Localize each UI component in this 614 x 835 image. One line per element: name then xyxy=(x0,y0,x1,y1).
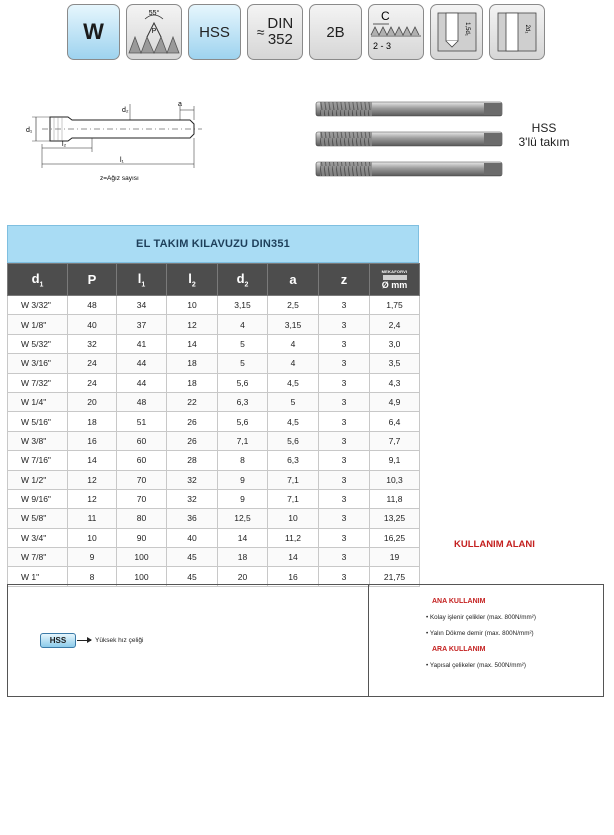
table-cell: 12 xyxy=(68,470,117,489)
table-cell: 8 xyxy=(68,567,117,586)
table-row xyxy=(8,296,420,315)
table-body xyxy=(8,296,420,587)
tap-set-illustration xyxy=(312,96,508,188)
d2-label: d₂ xyxy=(122,107,129,114)
thread-pitch-label: P xyxy=(151,28,157,35)
drill-header-top: MEKAFORVI xyxy=(381,268,408,274)
table-row xyxy=(8,373,420,392)
table-cell: 3,5 xyxy=(370,354,420,373)
table-cell: 100 xyxy=(117,567,167,586)
table-cell: 10 xyxy=(167,296,218,315)
whitworth-label: W xyxy=(83,19,104,44)
table-cell: 22 xyxy=(167,392,218,411)
blind-hole-depth: 1,5d₁ xyxy=(463,22,470,36)
table-cell: 6,4 xyxy=(370,412,420,431)
chamfer-range: 2 - 3 xyxy=(373,41,392,51)
tap-2 xyxy=(316,132,502,146)
table-cell: 90 xyxy=(117,528,167,547)
table-cell: 12,5 xyxy=(218,509,268,528)
table-cell: 36 xyxy=(167,509,218,528)
table-cell: 44 xyxy=(117,373,167,392)
table-cell: 5,6 xyxy=(268,431,319,450)
table-cell: 3 xyxy=(319,509,370,528)
table-cell: 3 xyxy=(319,528,370,547)
table-title: EL TAKIM KILAVUZU DIN351 xyxy=(7,225,419,263)
table-cell: 3 xyxy=(319,334,370,353)
table-cell: W 3/16" xyxy=(8,354,68,373)
col-a: a xyxy=(268,264,319,296)
table-cell: 14 xyxy=(268,548,319,567)
col-d1: $d_1$ xyxy=(8,264,68,296)
table-cell: 18 xyxy=(167,373,218,392)
col-z: z xyxy=(319,264,370,296)
hss-legend-text: Yüksek hız çeliği xyxy=(95,637,144,644)
table-header-row xyxy=(8,264,420,296)
approx-sign: ≈ xyxy=(256,24,265,40)
photo-caption xyxy=(504,122,584,150)
table-cell: W 1/4" xyxy=(8,392,68,411)
photo-caption-line1: HSS xyxy=(531,121,557,135)
tap-1 xyxy=(316,102,502,116)
table-cell: 9 xyxy=(68,548,117,567)
table-cell: 20 xyxy=(68,392,117,411)
table-cell: 16 xyxy=(68,431,117,450)
table-cell: W 3/4" xyxy=(8,528,68,547)
table-cell: W 7/32" xyxy=(8,373,68,392)
table-cell: 28 xyxy=(167,451,218,470)
table-cell: 10 xyxy=(68,528,117,547)
table-cell: W 1/8" xyxy=(8,315,68,334)
table-cell: 24 xyxy=(68,354,117,373)
table-cell: 45 xyxy=(167,567,218,586)
table-cell: 41 xyxy=(117,334,167,353)
table-row xyxy=(8,489,420,508)
table-cell: 10,3 xyxy=(370,470,420,489)
table-cell: 20 xyxy=(218,567,268,586)
hss-material-icon xyxy=(188,4,241,60)
table-cell: W 7/8" xyxy=(8,548,68,567)
col-drill xyxy=(370,264,420,296)
table-cell: 48 xyxy=(117,392,167,411)
a-label: a xyxy=(178,101,182,108)
table-cell: 5,6 xyxy=(218,412,268,431)
main-usage-item: • Yalın Dökme demir (max. 800N/mm²) xyxy=(426,630,602,637)
table-cell: 4 xyxy=(218,315,268,334)
table-row xyxy=(8,412,420,431)
table-cell: W 3/8" xyxy=(8,431,68,450)
table-cell: 18 xyxy=(68,412,117,431)
table-cell: 3,0 xyxy=(370,334,420,353)
table-cell: 60 xyxy=(117,431,167,450)
table-cell: 8 xyxy=(218,451,268,470)
table-cell: 51 xyxy=(117,412,167,431)
table-cell: 7,1 xyxy=(268,489,319,508)
table-row xyxy=(8,334,420,353)
l1-label: l₁ xyxy=(120,157,124,164)
table-cell: 7,1 xyxy=(218,431,268,450)
col-d2: $d_2$ xyxy=(218,264,268,296)
table-cell: 18 xyxy=(218,548,268,567)
table-cell: 7,1 xyxy=(268,470,319,489)
table-cell: 6,3 xyxy=(268,451,319,470)
table-cell: 32 xyxy=(68,334,117,353)
table-cell: 16 xyxy=(268,567,319,586)
din-standard-icon xyxy=(247,4,303,60)
table-cell: 60 xyxy=(117,451,167,470)
secondary-usage-heading: ARA KULLANIM xyxy=(432,646,486,653)
arrow-right-icon xyxy=(77,640,91,641)
table-cell: 9,1 xyxy=(370,451,420,470)
spec-table xyxy=(7,225,419,587)
drill-bit-icon xyxy=(383,275,407,280)
whitworth-icon xyxy=(67,4,120,60)
table-cell: 26 xyxy=(167,431,218,450)
table-cell: 16,25 xyxy=(370,528,420,547)
secondary-usage-item: • Yapısal çelikeler (max. 500N/mm²) xyxy=(426,662,602,669)
table-cell: 3 xyxy=(319,431,370,450)
table-cell: 3 xyxy=(319,373,370,392)
table-cell: 4,5 xyxy=(268,373,319,392)
table-cell: 2,4 xyxy=(370,315,420,334)
through-hole-depth: 2d₁ xyxy=(524,24,530,34)
table-cell: W 3/32" xyxy=(8,296,68,315)
table-row xyxy=(8,509,420,528)
table-cell: 37 xyxy=(117,315,167,334)
table-cell: 3 xyxy=(319,412,370,431)
table-cell: 11 xyxy=(68,509,117,528)
teeth-count-caption: z=Ağız sayısı xyxy=(100,175,139,182)
chamfer-letter: C xyxy=(381,9,390,23)
table-cell: 6,3 xyxy=(218,392,268,411)
table-cell: 14 xyxy=(218,528,268,547)
table-cell: W 1/2" xyxy=(8,470,68,489)
table-cell: 2,5 xyxy=(268,296,319,315)
table-cell: 3 xyxy=(319,354,370,373)
table-cell: 9 xyxy=(218,489,268,508)
table-cell: 70 xyxy=(117,470,167,489)
blind-hole-icon xyxy=(430,4,483,60)
table-row xyxy=(8,354,420,373)
table-cell: 48 xyxy=(68,296,117,315)
tolerance-label: 2B xyxy=(326,23,345,41)
table-row xyxy=(8,528,420,547)
table-cell: 10 xyxy=(268,509,319,528)
table-cell: 3 xyxy=(319,315,370,334)
table-cell: W 9/16" xyxy=(8,489,68,508)
table-cell: 40 xyxy=(68,315,117,334)
through-hole-icon xyxy=(489,4,545,60)
table-cell: 1,75 xyxy=(370,296,420,315)
table-cell: 40 xyxy=(167,528,218,547)
usage-list xyxy=(426,598,602,678)
table-cell: 21,75 xyxy=(370,567,420,586)
table-cell: 32 xyxy=(167,470,218,489)
table-cell: 11,8 xyxy=(370,489,420,508)
drill-header-mm: Ø mm xyxy=(381,279,408,290)
table-cell: 4 xyxy=(268,354,319,373)
chamfer-icon xyxy=(368,4,424,60)
table-cell: 3 xyxy=(319,548,370,567)
table-cell: 3 xyxy=(319,567,370,586)
din-label: DIN xyxy=(267,15,294,33)
table-cell: 19 xyxy=(370,548,420,567)
table-cell: 80 xyxy=(117,509,167,528)
usage-title: KULLANIM ALANI xyxy=(454,539,535,550)
tolerance-icon xyxy=(309,4,362,60)
table-cell: 34 xyxy=(117,296,167,315)
thread-profile-icon xyxy=(126,4,182,60)
table-cell: W 5/16" xyxy=(8,412,68,431)
hss-legend xyxy=(40,633,143,648)
table-cell: 14 xyxy=(68,451,117,470)
feature-icon-strip xyxy=(67,4,547,60)
table-cell: 3 xyxy=(319,489,370,508)
tap-3 xyxy=(316,162,502,176)
bottom-divider xyxy=(368,584,369,697)
table-row xyxy=(8,470,420,489)
table-row xyxy=(8,315,420,334)
table-row xyxy=(8,451,420,470)
table-cell: 9 xyxy=(218,470,268,489)
table-cell: 3 xyxy=(319,392,370,411)
col-p: P xyxy=(68,264,117,296)
table-cell: 44 xyxy=(117,354,167,373)
table-cell: 45 xyxy=(167,548,218,567)
table-cell: 5 xyxy=(218,354,268,373)
table-cell: 13,25 xyxy=(370,509,420,528)
table-cell: 7,7 xyxy=(370,431,420,450)
table-cell: 5 xyxy=(268,392,319,411)
table-cell: 11,2 xyxy=(268,528,319,547)
l2-label: l₂ xyxy=(62,141,67,148)
table-cell: 18 xyxy=(167,354,218,373)
table-cell: 4,5 xyxy=(268,412,319,431)
table-cell: 3 xyxy=(319,470,370,489)
table-cell: 3,15 xyxy=(218,296,268,315)
table-cell: 3,15 xyxy=(268,315,319,334)
d1-label: d₁ xyxy=(26,127,33,134)
table-row xyxy=(8,431,420,450)
table-cell: 4,9 xyxy=(370,392,420,411)
tap-technical-drawing xyxy=(20,90,210,185)
hss-label: HSS xyxy=(199,23,230,41)
table-cell: 14 xyxy=(167,334,218,353)
table-cell: 4 xyxy=(268,334,319,353)
din-number: 352 xyxy=(267,31,293,48)
table-row xyxy=(8,392,420,411)
table-cell: 4,3 xyxy=(370,373,420,392)
table-cell: 100 xyxy=(117,548,167,567)
hss-chip: HSS xyxy=(40,633,76,648)
table-cell: 24 xyxy=(68,373,117,392)
table-cell: W 7/16" xyxy=(8,451,68,470)
table-cell: W 1" xyxy=(8,567,68,586)
table-cell: 3 xyxy=(319,296,370,315)
table-cell: 32 xyxy=(167,489,218,508)
table-cell: W 5/32" xyxy=(8,334,68,353)
col-l1: $l_1$ xyxy=(117,264,167,296)
thread-angle-label: 55° xyxy=(148,10,160,17)
table-cell: 5 xyxy=(218,334,268,353)
table-cell: 70 xyxy=(117,489,167,508)
table-cell: 26 xyxy=(167,412,218,431)
col-l2: $l_2$ xyxy=(167,264,218,296)
main-usage-heading: ANA KULLANIM xyxy=(432,598,486,605)
table-cell: 12 xyxy=(167,315,218,334)
table-cell: 12 xyxy=(68,489,117,508)
table-cell: 5,6 xyxy=(218,373,268,392)
table-cell: 3 xyxy=(319,451,370,470)
photo-caption-line2: 3'lü takım xyxy=(518,134,570,149)
table-cell: W 5/8" xyxy=(8,509,68,528)
main-usage-item: • Kolay işlenir çelikler (max. 800N/mm²) xyxy=(426,614,602,621)
table-row xyxy=(8,548,420,567)
